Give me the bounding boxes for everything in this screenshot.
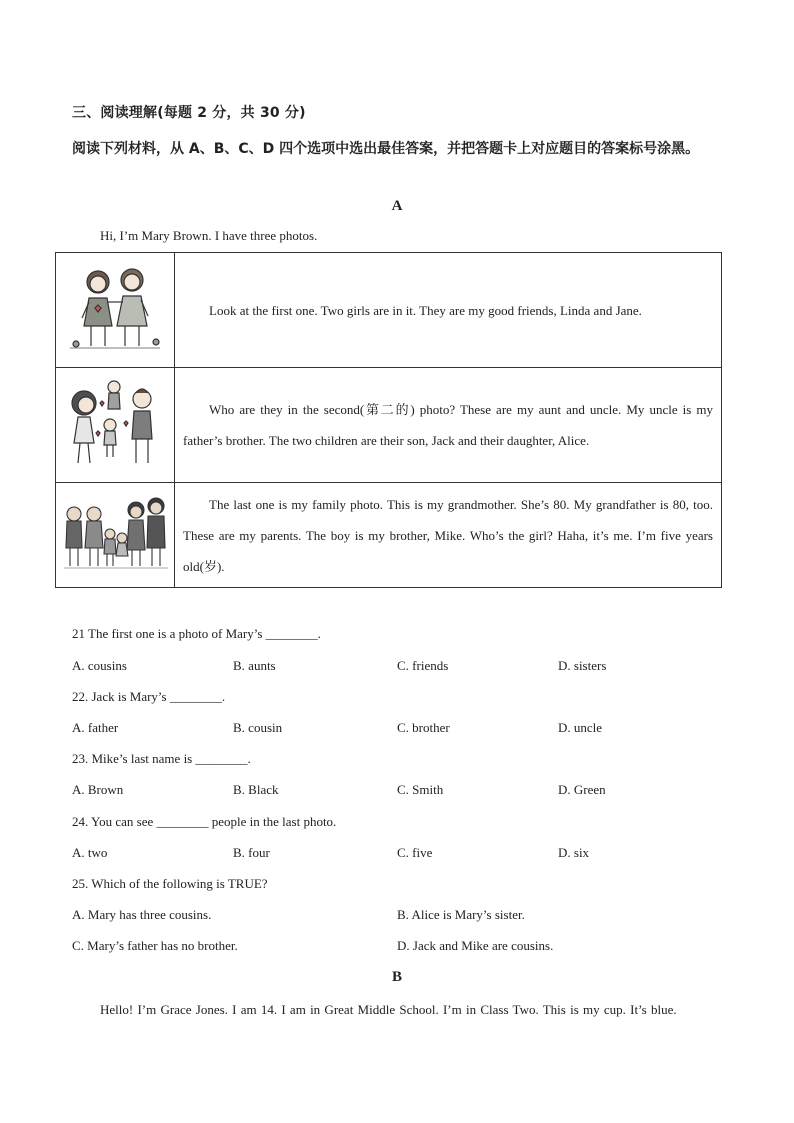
aunt-uncle-family-illustration: [60, 373, 170, 473]
q24-option-a[interactable]: A. two: [72, 845, 108, 860]
q23-option-c[interactable]: C. Smith: [397, 782, 444, 797]
question-22: 22. Jack is Mary’s ________.: [72, 689, 226, 704]
passage-a-label: A: [391, 198, 403, 214]
photo-text-3: The last one is my family photo. This is my grandmother. She’s 80. My grandfather is 80, too. These are my parents. The boy is my brother, Mike. Who’s the girl? Haha, it’s me. I’m five years old(岁).: [175, 483, 722, 588]
passage-a-intro: Hi, I’m Mary Brown. I have three photos.: [100, 228, 318, 243]
photo-table: [55, 252, 722, 588]
photo-row-1: [56, 253, 722, 368]
section-heading: 三、阅读理解(每题 2 分，共 30 分): [72, 105, 306, 121]
question-21: 21 The first one is a photo of Mary’s ________.: [72, 626, 321, 641]
photo-row-3: [56, 483, 722, 588]
photo-cell-3: [56, 483, 175, 588]
q24-option-b[interactable]: B. four: [233, 845, 270, 860]
question-25: 25. Which of the following is TRUE?: [72, 876, 268, 891]
q21-option-a[interactable]: A. cousins: [72, 658, 127, 673]
passage-b-text: Hello! I’m Grace Jones. I am 14. I am in Great Middle School. I’m in Class Two. This is my cup. It’s blue.: [100, 1002, 677, 1017]
q22-option-c[interactable]: C. brother: [397, 720, 450, 735]
q22-option-a[interactable]: A. father: [72, 720, 119, 735]
two-girls-illustration: [60, 258, 170, 358]
q21-option-d[interactable]: D. sisters: [558, 658, 607, 673]
question-23: 23. Mike’s last name is ________.: [72, 751, 251, 766]
photo-cell-2: [56, 368, 175, 483]
question-24: 24. You can see ________ people in the last photo.: [72, 814, 337, 829]
q24-option-d[interactable]: D. six: [558, 845, 590, 860]
q25-option-b[interactable]: B. Alice is Mary’s sister.: [397, 907, 525, 922]
q22-option-b[interactable]: B. cousin: [233, 720, 283, 735]
photo-cell-1: [56, 253, 175, 368]
family-photo-illustration: [60, 488, 170, 578]
q24-option-c[interactable]: C. five: [397, 845, 433, 860]
q21-option-b[interactable]: B. aunts: [233, 658, 276, 673]
q25-option-d[interactable]: D. Jack and Mike are cousins.: [397, 938, 554, 953]
q23-option-d[interactable]: D. Green: [558, 782, 606, 797]
q25-option-a[interactable]: A. Mary has three cousins.: [72, 907, 212, 922]
q22-option-d[interactable]: D. uncle: [558, 720, 603, 735]
q21-option-c[interactable]: C. friends: [397, 658, 449, 673]
photo-row-2: [56, 368, 722, 483]
section-instruction: 阅读下列材料，从 A、B、C、D 四个选项中选出最佳答案，并把答题卡上对应题目的答案标号涂黑。: [72, 141, 700, 157]
photo-text-2: Who are they in the second(第二的) photo? These are my aunt and uncle. My uncle is my father’s brother. The two children are their son, Jack and their daughter, Alice.: [175, 368, 722, 483]
q23-option-b[interactable]: B. Black: [233, 782, 279, 797]
photo-text-1: Look at the first one. Two girls are in it. They are my good friends, Linda and Jane.: [175, 253, 722, 368]
q23-option-a[interactable]: A. Brown: [72, 782, 124, 797]
q25-option-c[interactable]: C. Mary’s father has no brother.: [72, 938, 238, 953]
passage-b-label: B: [391, 969, 402, 985]
